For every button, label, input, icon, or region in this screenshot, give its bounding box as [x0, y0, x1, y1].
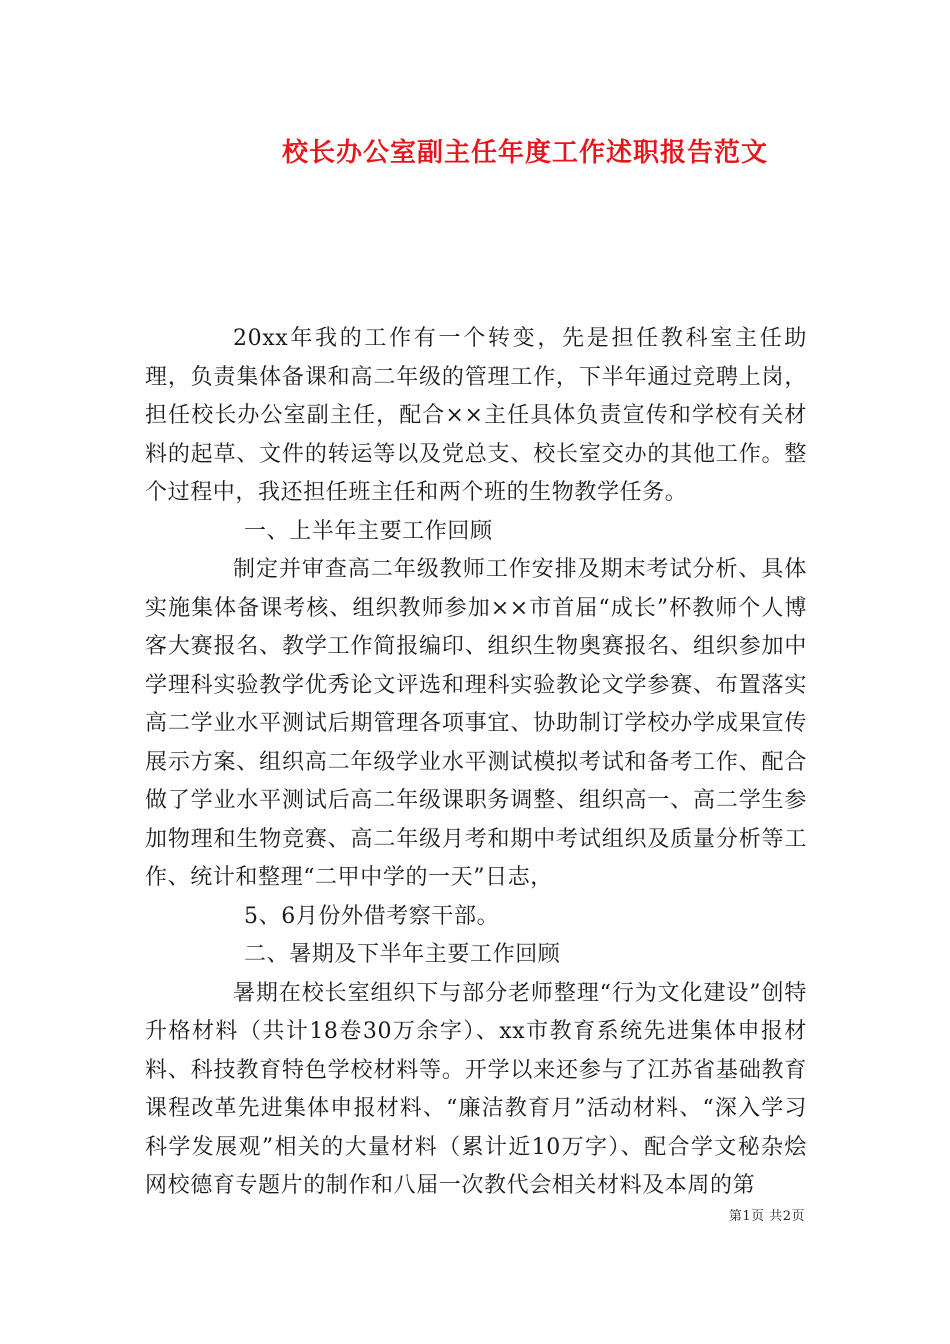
section-heading-second-half: 二、暑期及下半年主要工作回顾	[244, 942, 561, 967]
page-number: 第1页 共2页	[728, 1209, 805, 1224]
document-body	[145, 320, 807, 1206]
secondment-line: 5、6月份外借考察干部。	[244, 903, 500, 929]
first-half-paragraph: 制定并审查高二年级教师工作安排及期末考试分析、具体实施集体备课考核、组织教师参加××市首届“成长”杯教师个人博客大赛报名、教学工作简报编印、组织生物奥赛报名、组织参加中学理科实验教学优秀论文评选和理科实验教论文学参赛、布置落实高二学业水平测试后期管理各项事宜、协助制订学校办学成果宣传展示方案、组织高二年级学业水平测试模拟考试和备考工作、配合做了学业水平测试后高二年级课职务调整、组织高一、高二学生参加物理和生物竞赛、高二年级月考和期中考试组织及质量分析等工作、统计和整理“二甲中学的一天”日志，	[145, 557, 807, 890]
second-half-paragraph: 暑期在校长室组织下与部分老师整理“行为文化建设”创特升格材料（共计18卷30万余字）、xx市教育系统先进集体申报材料、科技教育特色学校材料等。开学以来还参与了江苏省基础教育课程改革先进集体申报材料、“廉洁教育月”活动材料、“深入学习科学发展观”相关的大量材料（累计近10万字）、配合学文秘杂烩网校德育专题片的制作和八届一次教代会相关材料及本周的第	[145, 980, 807, 1198]
document-title: 校长办公室副主任年度工作述职报告范文	[281, 138, 768, 168]
section-heading-first-half: 一、上半年主要工作回顾	[244, 518, 493, 544]
intro-paragraph: 20xx年我的工作有一个转变，先是担任教科室主任助理，负责集体备课和高二年级的管理工作，下半年通过竞聘上岗，担任校长办公室副主任，配合××主任具体负责宣传和学校有关材料的起草、文件的转运等以及党总支、校长室交办的其他工作。整个过程中，我还担任班主任和两个班的生物教学任务。	[145, 326, 807, 505]
